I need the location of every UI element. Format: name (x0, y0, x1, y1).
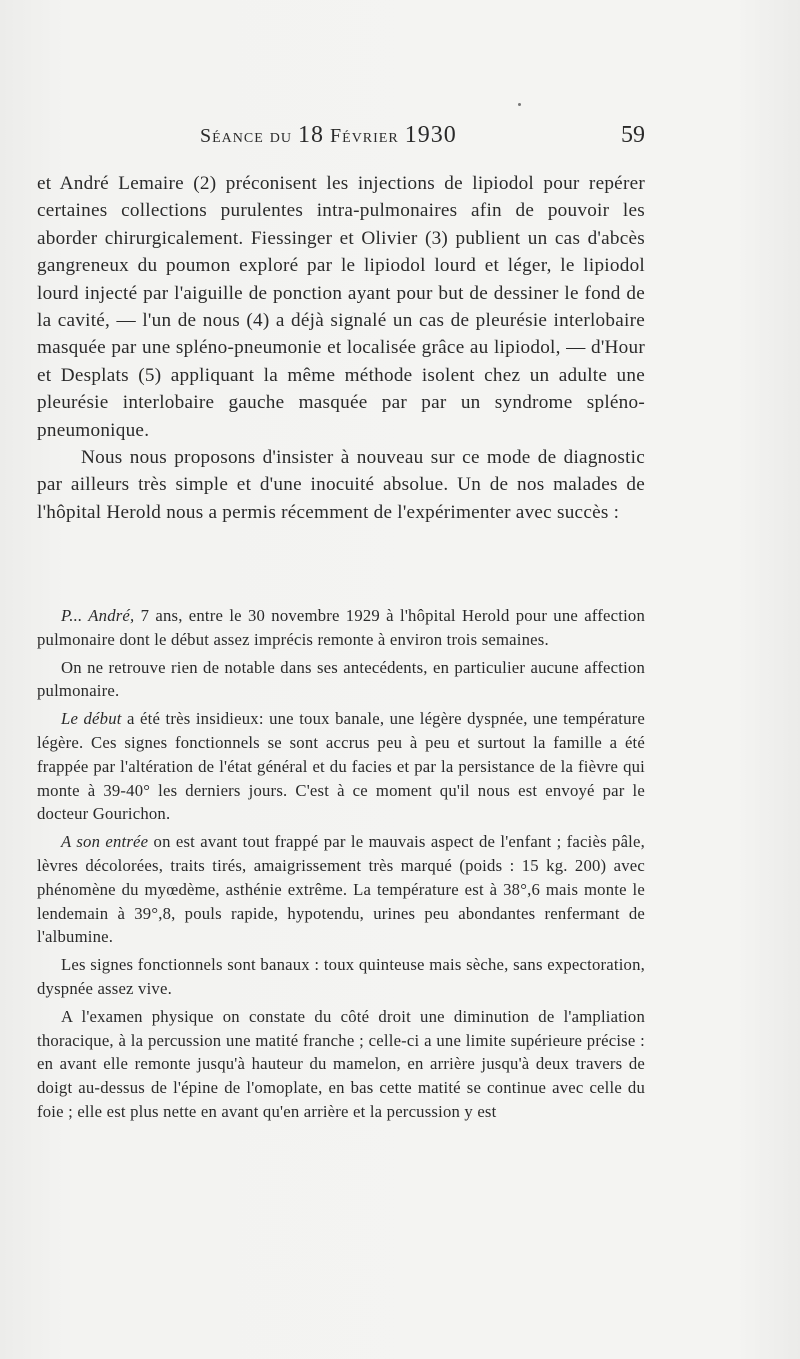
main-text (37, 170, 645, 526)
header-day: 18 (298, 122, 325, 148)
running-header (200, 122, 645, 158)
header-title (200, 122, 457, 149)
paragraph-2: Nous nous proposons d'insister à nouveau sur ce mode de diagnostic par ailleurs très simple et d'une inocuité absolue. Un de nos malades de l'hôpital Herold nous a permis récemment de l'expérimenter avec succès : (37, 447, 645, 523)
case-debut-heading: Le début (61, 709, 122, 729)
paragraph-1: et André Lemaire (2) préconisent les injections de lipiodol pour repérer certaines collections purulentes intra-pulmonaires afin de pouvoir les aborder chirurgicalement. Fiessinger et Olivier (3) publient un cas d'abcès gangreneux du poumon exploré par le lipiodol lourd et léger, le lipiodol lourd injecté par l'aiguille de ponction ayant pour but de dessiner le fond de la cavité, — l'un de nous (4) a déjà signalé un cas de pleurésie interlobaire masquée par une spléno-pneumonie et localisée grâce au lipiodol, — d'Hour et Desplats (5) appliquant la même méthode isolent chez un adulte une pleurésie interlobaire gauche masquée par par un syndrome spléno-pneumonique. (37, 173, 645, 441)
case-paragraph-3-text: a été très insidieux: une toux banale, une légère dyspnée, une température légère. Ces signes fonctionnels se sont accrus peu à peu et surtout la famille a été frappée par l'altération de l'état général et du facies et par la persistance de la fièvre qui monte à 39-40° les derniers jours. C'est à ce moment qu'il nous est envoyé par le docteur Gourichon. (37, 709, 645, 824)
case-paragraph-2: On ne retrouve rien de notable dans ses antecédents, en particulier aucune affection pulmonaire. (37, 657, 645, 701)
case-paragraph-5: Les signes fonctionnels sont banaux : toux quinteuse mais sèche, sans expectoration, dyspnée assez vive. (37, 955, 645, 998)
page-number: 59 (621, 122, 645, 148)
case-paragraph-3 (37, 707, 645, 826)
case-report (37, 604, 645, 1128)
case-patient-name: P... André, (61, 606, 135, 625)
case-paragraph-4-text: on est avant tout frappé par le mauvais aspect de l'enfant ; faciès pâle, lèvres décolorées, traits tirés, amaigrissement très marqué (poids : 15 kg. 200) avec phénomène du myœdème, asthénie extrême. La température est à 38°,6 mais monte le lendemain à 39°,8, pouls rapide, hypotendu, urines peu abondantes renfermant de l'albumine. (37, 832, 645, 947)
case-paragraph-1 (37, 604, 645, 652)
case-paragraph-6: A l'examen physique on constate du côté droit une diminution de l'ampliation thoracique, à la percussion une matité franche ; celle-ci a une limite supérieure précise : en avant elle remonte jusqu'à hauteur du mamelon, en arrière jusqu'à deux travers de doigt au-dessus de l'épine de l'omoplate, en bas cette matité se continue avec celle du foie ; elle est plus nette en avant qu'en arrière et la percussion y est (37, 1006, 645, 1121)
case-paragraph-4 (37, 830, 645, 949)
case-paragraph-1-text: 7 ans, entre le 30 novembre 1929 à l'hôpital Herold pour une affection pulmonaire dont le début assez imprécis remonte à environ trois semaines. (37, 606, 645, 649)
header-title-prefix: Séance du (200, 125, 293, 147)
header-year: 1930 (404, 122, 457, 148)
header-month: Février (330, 125, 399, 147)
case-entree-heading: A son entrée (61, 832, 149, 852)
scan-speck (518, 103, 521, 106)
